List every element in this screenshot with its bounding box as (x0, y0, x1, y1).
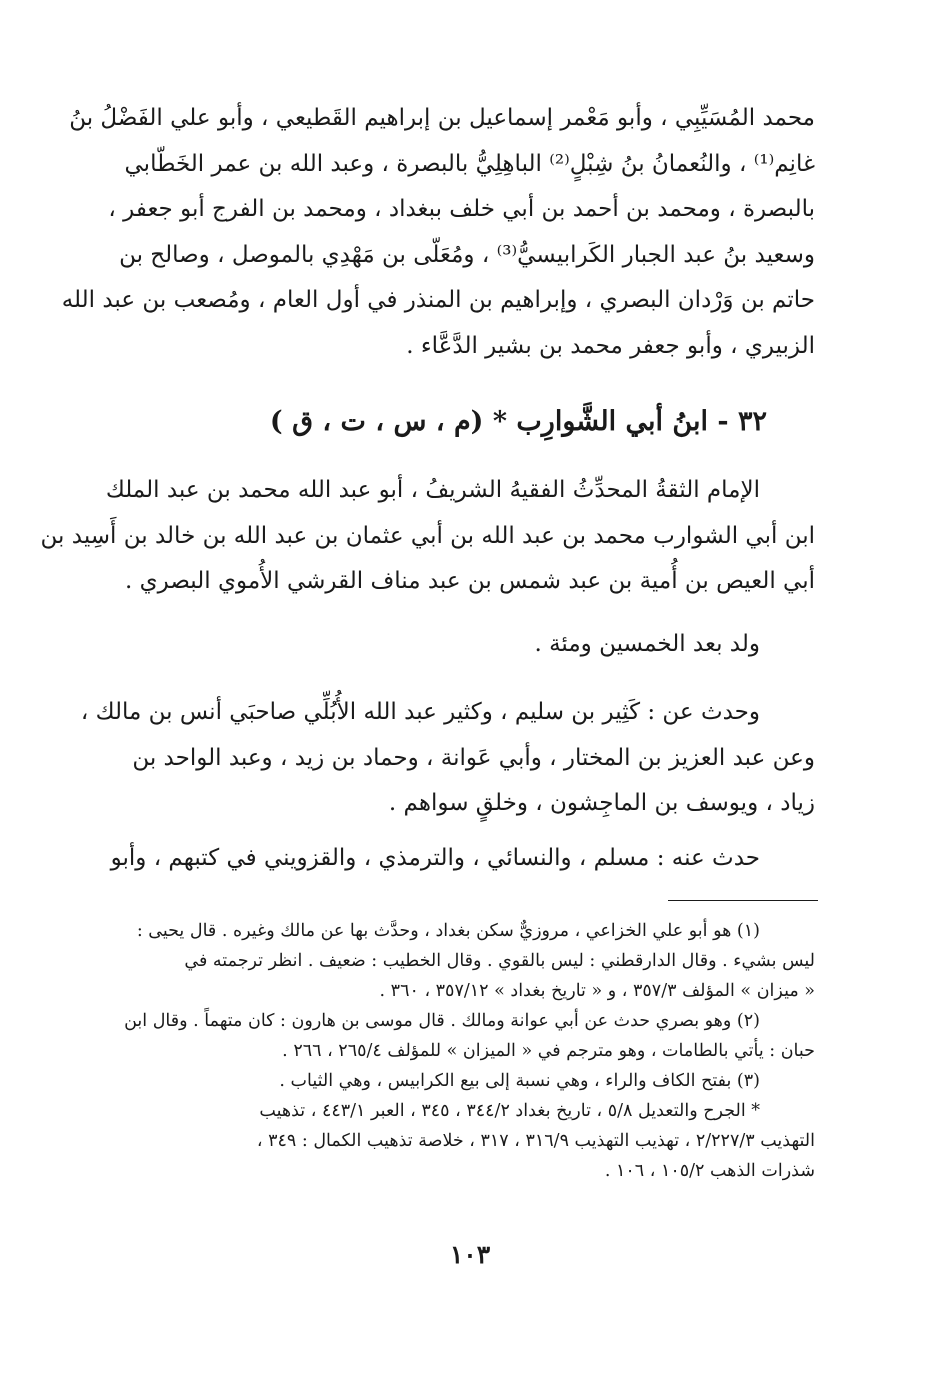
text-line: ولد بعد الخمسين ومئة . (534, 631, 760, 657)
paragraph-biography (40, 468, 815, 605)
footnote-line: ليس بشيء . وقال الدارقطني : ليس بالقوي . وقال الخطيب : ضعيف . انظر ترجمته في (184, 951, 815, 971)
text-line: ابن أبي الشوارب محمد بن عبد الله بن أبي عثمان بن عبد الله بن خالد بن أَسِيد بن (40, 522, 815, 549)
footnote-line: (٣) بفتح الكاف والراء ، وهي نسبة إلى بيع الكرابيس ، وهي الثياب . (279, 1071, 760, 1091)
paragraph-birth (155, 622, 815, 668)
footnote-separator (668, 900, 818, 901)
paragraph-continuation (61, 96, 815, 369)
paragraph-teachers (80, 690, 815, 827)
text-line: حدث عنه : مسلم ، والنسائي ، والترمذي ، والقزويني في كتبهم ، وأبو (110, 845, 760, 871)
text-line: الزبيري ، وأبو جعفر محمد بن بشير الدَّعَّاء . (406, 332, 815, 359)
text-line: حاتم بن وَرْدان البصري ، وإبراهيم بن المنذر في أول العام ، ومُصعب بن عبد الله (61, 287, 815, 313)
text-line: بالبصرة ، ومحمد بن أحمد بن أبي خلف ببغداد ، ومحمد بن الفرج أبو جعفر ، (108, 196, 815, 222)
text-line: وسعيد بنُ عبد الجبار الكَرابيسيُّ⁽³⁾ ، ومُعَلّى بن مَهْدِي بالموصل ، وصالح بن (119, 241, 815, 268)
text-line: وحدث عن : كَثِير بن سليم ، وكثير عبد الله الأُبُلِّي صاحبَي أنس بن مالك ، (80, 699, 760, 725)
footnotes (124, 916, 815, 1186)
text-line: زياد ، ويوسف بن الماجِشون ، وخلقٍ سواهم . (388, 790, 815, 816)
text-line: غانِم⁽¹⁾ ، والنُعمانُ بنُ شِبْلٍ⁽²⁾ الباهِلِيُّ بالبصرة ، وعبد الله بن عمر الخَطّابي (124, 150, 815, 177)
footnote-line: (١) هو أبو علي الخزاعي ، مروزيٌّ سكن بغداد ، وحدَّث بها عن مالك وغيره . قال يحيى : (136, 921, 760, 941)
paragraph-students (110, 836, 815, 882)
footnote-line: (٢) وهو بصري حدث عن أبي عوانة ومالك . قال موسى بن هارون : كان متهماً . وقال ابن (124, 1011, 760, 1031)
page-number: ١٠٣ (449, 1240, 491, 1269)
footnote-line: * الجرح والتعديل ٥/٨ ، تاريخ بغداد ٣٤٤/٢ ، ٣٤٥ ، العبر ٤٤٣/١ ، تذهيب (259, 1101, 760, 1121)
text-line: أبي العيص بن أُمية بن عبد شمس بن عبد مناف القرشي الأُموي البصري . (125, 568, 815, 594)
text-line: محمد المُسَيِّبِي ، وأبو مَعْمر إسماعيل بن إبراهيم القَطيعي ، وأبو علي الفَضْلُ بنُ (69, 105, 815, 131)
footnote-line: التهذيب ٢/٢٢٧/٣ ، تهذيب التهذيب ٣١٦/٩ ، ٣١٧ ، خلاصة تذهيب الكمال : ٣٤٩ ، (256, 1131, 815, 1151)
text-line: وعن عبد العزيز بن المختار ، وأبي عَوانة ، وحماد بن زيد ، وعبد الواحد بن (132, 744, 815, 771)
footnote-line: حبان : يأتي بالطامات ، وهو مترجم في « الميزان » للمؤلف ٢٦٥/٤ ، ٢٦٦ . (282, 1041, 815, 1061)
footnote-line: شذرات الذهب ١٠٥/٢ ، ١٠٦ . (604, 1161, 815, 1181)
entry-heading: ٣٢ - ابنُ أبي الشَّوارِب * (م ، س ، ت ، ق ) (269, 406, 767, 437)
text-line: الإمام الثقةُ المحدِّثُ الفقيهُ الشريفُ ، أبو عبد الله محمد بن عبد الملك (105, 477, 760, 503)
footnote-line: « ميزان » المؤلف ٣٥٧/٣ ، و « تاريخ بغداد » ٣٥٧/١٢ ، ٣٦٠ . (379, 981, 815, 1001)
